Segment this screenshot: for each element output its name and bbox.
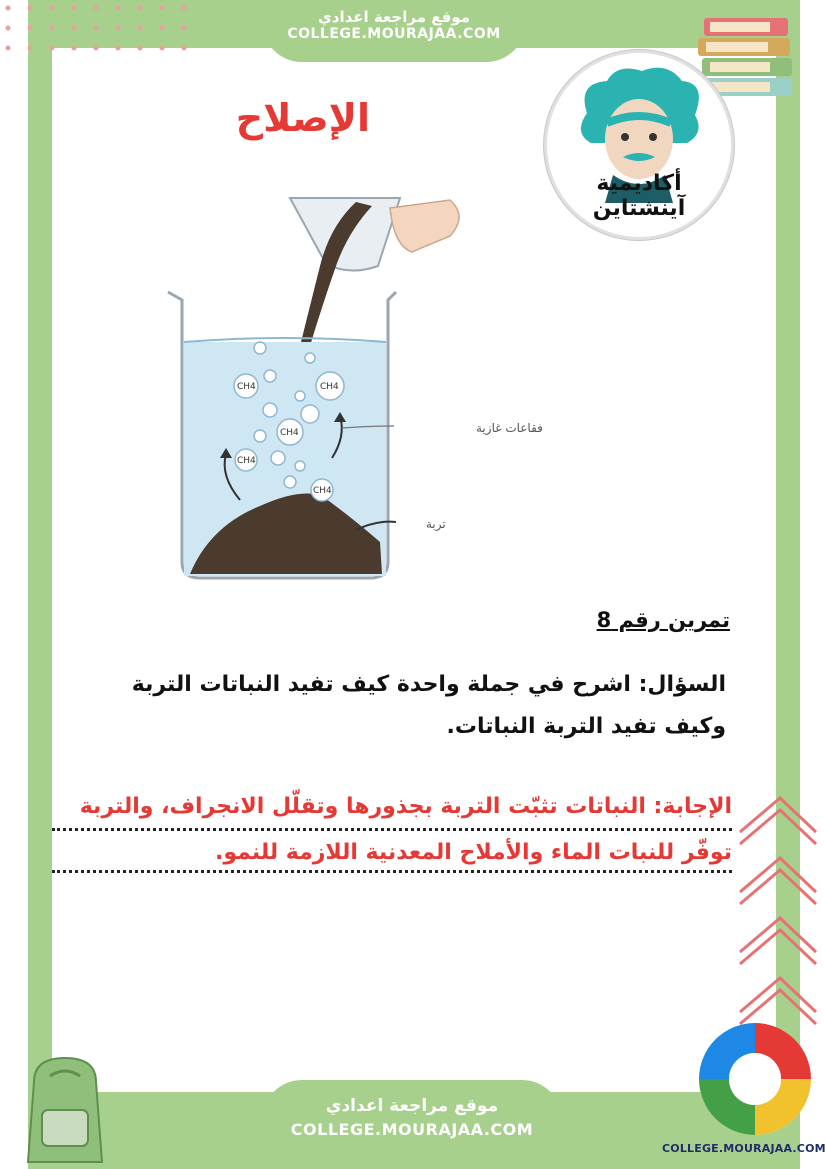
gas-label: CH4 — [313, 486, 332, 496]
academy-name: أكاديمية آينشتاين — [592, 171, 686, 221]
answer-dotted-line — [52, 870, 732, 873]
hand-icon — [390, 200, 459, 252]
footer-site-url[interactable]: COLLEGE.MOURAJAA.COM — [290, 1120, 534, 1139]
site-logo-text[interactable]: COLLEGE.MOURAJAA.COM — [662, 1142, 826, 1155]
chevron-decoration-icon — [730, 792, 820, 1032]
question-line: السؤال: اشرح في جملة واحدة كيف تفيد النباتات التربة — [131, 672, 726, 697]
gas-label: CH4 — [237, 382, 256, 392]
question-line: وكيف تفيد التربة النباتات. — [446, 714, 726, 739]
footer-site-name-ar: موقع مراجعة اعدادي — [325, 1096, 499, 1116]
answer-line: الإجابة: النباتات تثبّت التربة بجذورها وتقلّل الانجراف، والتربة — [79, 794, 732, 819]
answer-line: توفّر للنبات الماء والأملاح المعدنية اللازمة للنمو. — [214, 840, 732, 865]
backpack-icon — [10, 1052, 120, 1169]
decorative-dots — [0, 0, 200, 60]
soil-label: تربة — [426, 517, 446, 531]
bubbles-label: فقاعات غازية — [476, 421, 543, 435]
header-site-url[interactable]: COLLEGE.MOURAJAA.COM — [287, 26, 501, 42]
gas-label: CH4 — [280, 428, 299, 438]
gas-label: CH4 — [237, 456, 256, 466]
page-title: الإصلاح — [235, 96, 370, 140]
academy-logo — [544, 50, 734, 240]
exercise-title: تمرين رقم 8 — [596, 608, 730, 632]
site-logo-wheel-icon — [696, 1020, 814, 1138]
frame-left — [28, 0, 52, 1169]
header-site-name-ar: موقع مراجعة اعدادي — [318, 8, 470, 26]
footer-site-banner[interactable] — [262, 1080, 562, 1169]
gas-label: CH4 — [320, 382, 339, 392]
question-text — [90, 664, 726, 748]
header-site-banner[interactable] — [262, 0, 526, 62]
answer-dotted-line — [52, 828, 732, 831]
beaker-figure — [150, 196, 543, 596]
